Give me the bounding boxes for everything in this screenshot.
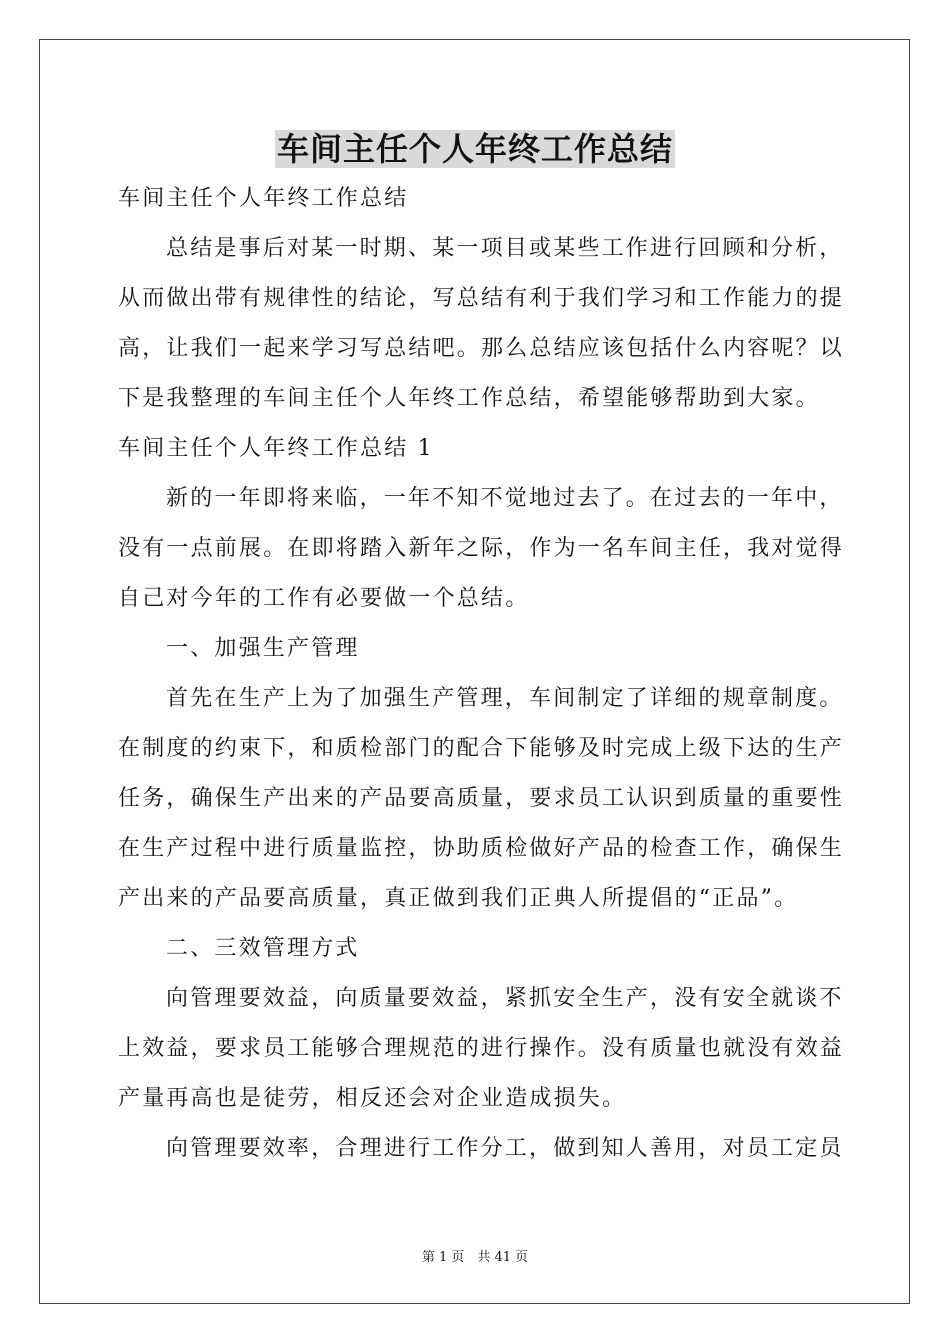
body-line: 没有一点前展。在即将踏入新年之际，作为一名车间主任，我对觉得 [118, 536, 845, 561]
page-border [39, 39, 910, 1304]
subtitle-line: 车间主任个人年终工作总结 [118, 186, 409, 211]
body-line: 向管理要效益，向质量要效益，紧抓安全生产，没有安全就谈不 [166, 986, 844, 1011]
body-line: 从而做出带有规律性的结论，写总结有利于我们学习和工作能力的提 [118, 286, 845, 311]
section-heading: 车间主任个人年终工作总结 1 [118, 436, 434, 461]
document-title-text: 车间主任个人年终工作总结 [276, 130, 673, 168]
body-line: 任务，确保生产出来的产品要高质量，要求员工认识到质量的重要性 [118, 786, 845, 811]
body-line: 在生产过程中进行质量监控，协助质检做好产品的检查工作，确保生 [118, 836, 845, 861]
body-line: 上效益，要求员工能够合理规范的进行操作。没有质量也就没有效益 [118, 1036, 845, 1061]
body-line: 首先在生产上为了加强生产管理，车间制定了详细的规章制度。 [166, 686, 844, 711]
body-line: 产量再高也是徒劳，相反还会对企业造成损失。 [118, 1086, 627, 1111]
subsection-heading: 二、三效管理方式 [166, 936, 360, 961]
body-line: 总结是事后对某一时期、某一项目或某些工作进行回顾和分析， [166, 236, 844, 261]
body-line: 新的一年即将来临，一年不知不觉地过去了。在过去的一年中， [166, 486, 844, 511]
body-line: 下是我整理的车间主任个人年终工作总结，希望能够帮助到大家。 [118, 386, 820, 411]
subsection-heading: 一、加强生产管理 [166, 636, 360, 661]
page-footer: 第 1 页 共 41 页 [421, 1250, 529, 1265]
document-title [0, 126, 950, 172]
body-line: 在制度的约束下，和质检部门的配合下能够及时完成上级下达的生产 [118, 736, 845, 761]
body-line: 产出来的产品要高质量，真正做到我们正典人所提倡的“正品”。 [118, 886, 799, 911]
body-line: 自己对今年的工作有必要做一个总结。 [118, 586, 530, 611]
body-line: 高，让我们一起来学习写总结吧。那么总结应该包括什么内容呢？以 [118, 336, 845, 361]
body-line: 向管理要效率，合理进行工作分工，做到知人善用，对员工定员 [166, 1136, 844, 1161]
